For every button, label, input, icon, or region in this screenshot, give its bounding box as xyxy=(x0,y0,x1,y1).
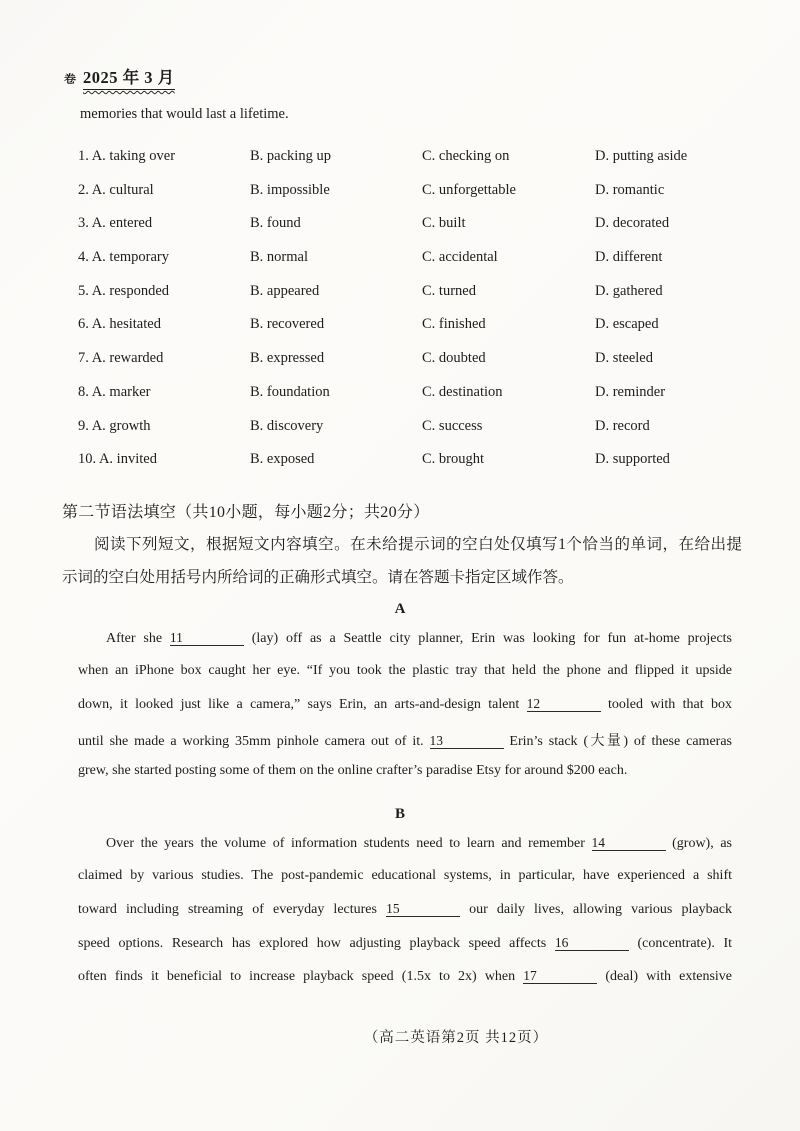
passage-b-label: B xyxy=(394,806,405,822)
section2-title: 第二节语法填空（共10小题，每小题2分；共20分） xyxy=(62,504,430,521)
mc-option-c: C. success xyxy=(422,417,483,434)
passage-text: down, it looked just like a camera,” says Erin, an arts-and-design talent xyxy=(78,697,527,713)
passage-text: claimed by various studies. The post-pandemic educational systems, in particular, have experienced a shift xyxy=(78,868,732,884)
passage-text: tooled with that box xyxy=(600,697,732,713)
mc-row xyxy=(78,384,738,418)
mc-row xyxy=(78,283,738,317)
mc-option-d: D. putting aside xyxy=(595,148,688,164)
passage-line xyxy=(78,968,732,1001)
mc-option-d: D. decorated xyxy=(595,215,670,232)
mc-option-b: B. packing up xyxy=(250,148,331,164)
mc-option-b: B. recovered xyxy=(250,316,325,333)
blank-15: 15 xyxy=(386,901,460,917)
section2-instructions-line1: 阅读下列短文，根据短文内容填空。在未给提示词的空白处仅填写1个恰当的单词，在给出提 xyxy=(94,536,742,553)
mc-option-a: 9. A. growth xyxy=(78,417,151,434)
blank-11: 11 xyxy=(170,630,244,646)
mc-option-c: C. unforgettable xyxy=(422,181,516,198)
passage-text: speed options. Research has explored how adjusting playback speed affects xyxy=(78,935,555,951)
mc-option-d: D. gathered xyxy=(595,282,663,299)
passage-text: often finds it beneficial to increase playback speed (1.5x to 2x) when xyxy=(78,968,524,984)
passage-text: (grow), as xyxy=(665,836,732,851)
mc-option-c: C. brought xyxy=(422,451,485,468)
mc-row xyxy=(78,249,738,283)
mc-option-d: D. record xyxy=(595,417,650,434)
passage-continuation-line: memories that would last a lifetime. xyxy=(80,106,289,122)
passage-text: grew, she started posting some of them on the online crafter’s paradise Etsy for around $200 each. xyxy=(78,762,628,778)
mc-option-a: 3. A. entered xyxy=(78,215,153,232)
corner-mark: 卷 xyxy=(64,72,76,86)
mc-option-c: C. doubted xyxy=(422,350,486,367)
mc-option-c: C. accidental xyxy=(422,249,498,266)
mc-option-b: B. found xyxy=(250,215,301,232)
passage-text: toward including streaming of everyday lectures xyxy=(78,902,387,918)
mc-option-b: B. appeared xyxy=(250,282,320,299)
passage-line xyxy=(78,935,732,968)
mc-option-a: 7. A. rewarded xyxy=(78,350,164,367)
mc-option-d: D. romantic xyxy=(595,181,665,198)
mc-option-a: 1. A. taking over xyxy=(78,148,176,164)
mc-option-d: D. escaped xyxy=(595,316,659,333)
mc-row xyxy=(78,451,738,485)
mc-option-c: C. finished xyxy=(422,316,486,333)
mc-row xyxy=(78,148,738,182)
page-footer: （高二英语第2页 共12页） xyxy=(363,1030,549,1046)
section2-instructions-line2: 示词的空白处用括号内所给词的正确形式填空。请在答题卡指定区域作答。 xyxy=(62,569,574,586)
mc-row xyxy=(78,316,738,350)
passage-line xyxy=(78,630,732,663)
passage-text: Over the years the volume of information students need to learn and remember xyxy=(106,836,592,851)
passage-a xyxy=(78,630,732,796)
passage-text: until she made a working 35mm pinhole camera out of it. xyxy=(78,733,430,749)
mc-option-c: C. turned xyxy=(422,282,476,299)
section2-instructions xyxy=(62,528,742,594)
header-wavy-underline xyxy=(64,70,175,87)
blank-17: 17 xyxy=(523,968,597,984)
mc-option-d: D. supported xyxy=(595,451,670,468)
exam-date-heading: 2025 年 3 月 xyxy=(83,68,175,90)
mc-option-a: 8. A. marker xyxy=(78,383,151,400)
mc-row xyxy=(78,418,738,452)
mc-option-d: D. different xyxy=(595,249,663,266)
mc-option-a: 10. A. invited xyxy=(78,451,157,468)
passage-text: our daily lives, allowing various playback xyxy=(460,902,732,918)
passage-text: Erin’s stack (大量) of these cameras xyxy=(503,733,732,749)
mc-option-b: B. foundation xyxy=(250,383,330,400)
mc-option-b: B. discovery xyxy=(250,417,324,434)
mc-option-d: D. reminder xyxy=(595,383,666,400)
passage-text: (concentrate). It xyxy=(628,935,733,951)
passage-line xyxy=(78,835,732,868)
passage-line xyxy=(78,868,732,901)
mc-option-b: B. expressed xyxy=(250,350,325,367)
mc-option-d: D. steeled xyxy=(595,350,653,367)
mc-row xyxy=(78,215,738,249)
mc-option-a: 2. A. cultural xyxy=(78,181,154,198)
passage-a-label: A xyxy=(394,601,406,617)
mc-row xyxy=(78,350,738,384)
blank-12: 12 xyxy=(527,696,601,712)
passage-text: when an iPhone box caught her eye. “If you took the plastic tray that held the phone and flipped it upside xyxy=(78,663,732,679)
blank-16: 16 xyxy=(555,935,629,951)
mc-option-a: 4. A. temporary xyxy=(78,249,170,266)
blank-13: 13 xyxy=(430,733,504,749)
blank-14: 14 xyxy=(592,835,666,851)
passage-line xyxy=(78,763,732,796)
mc-option-a: 5. A. responded xyxy=(78,282,170,299)
mc-option-a: 6. A. hesitated xyxy=(78,316,161,333)
mc-option-c: C. built xyxy=(422,215,466,232)
passage-line xyxy=(78,901,732,934)
mc-option-b: B. impossible xyxy=(250,181,330,198)
mc-option-c: C. checking on xyxy=(422,148,510,164)
mc-row xyxy=(78,182,738,216)
page-header xyxy=(64,64,175,88)
mc-option-b: B. exposed xyxy=(250,451,315,468)
cloze-options-table xyxy=(78,148,738,485)
passage-text: (lay) off as a Seattle city planner, Erin was looking for fun at-home projects xyxy=(243,631,732,646)
mc-option-c: C. destination xyxy=(422,383,503,400)
passage-b xyxy=(78,835,732,1001)
passage-text: (deal) with extensive xyxy=(597,968,733,984)
passage-line xyxy=(78,663,732,696)
mc-option-b: B. normal xyxy=(250,249,308,266)
passage-line xyxy=(78,696,732,729)
passage-line xyxy=(78,730,732,763)
passage-text: After she xyxy=(106,631,170,646)
